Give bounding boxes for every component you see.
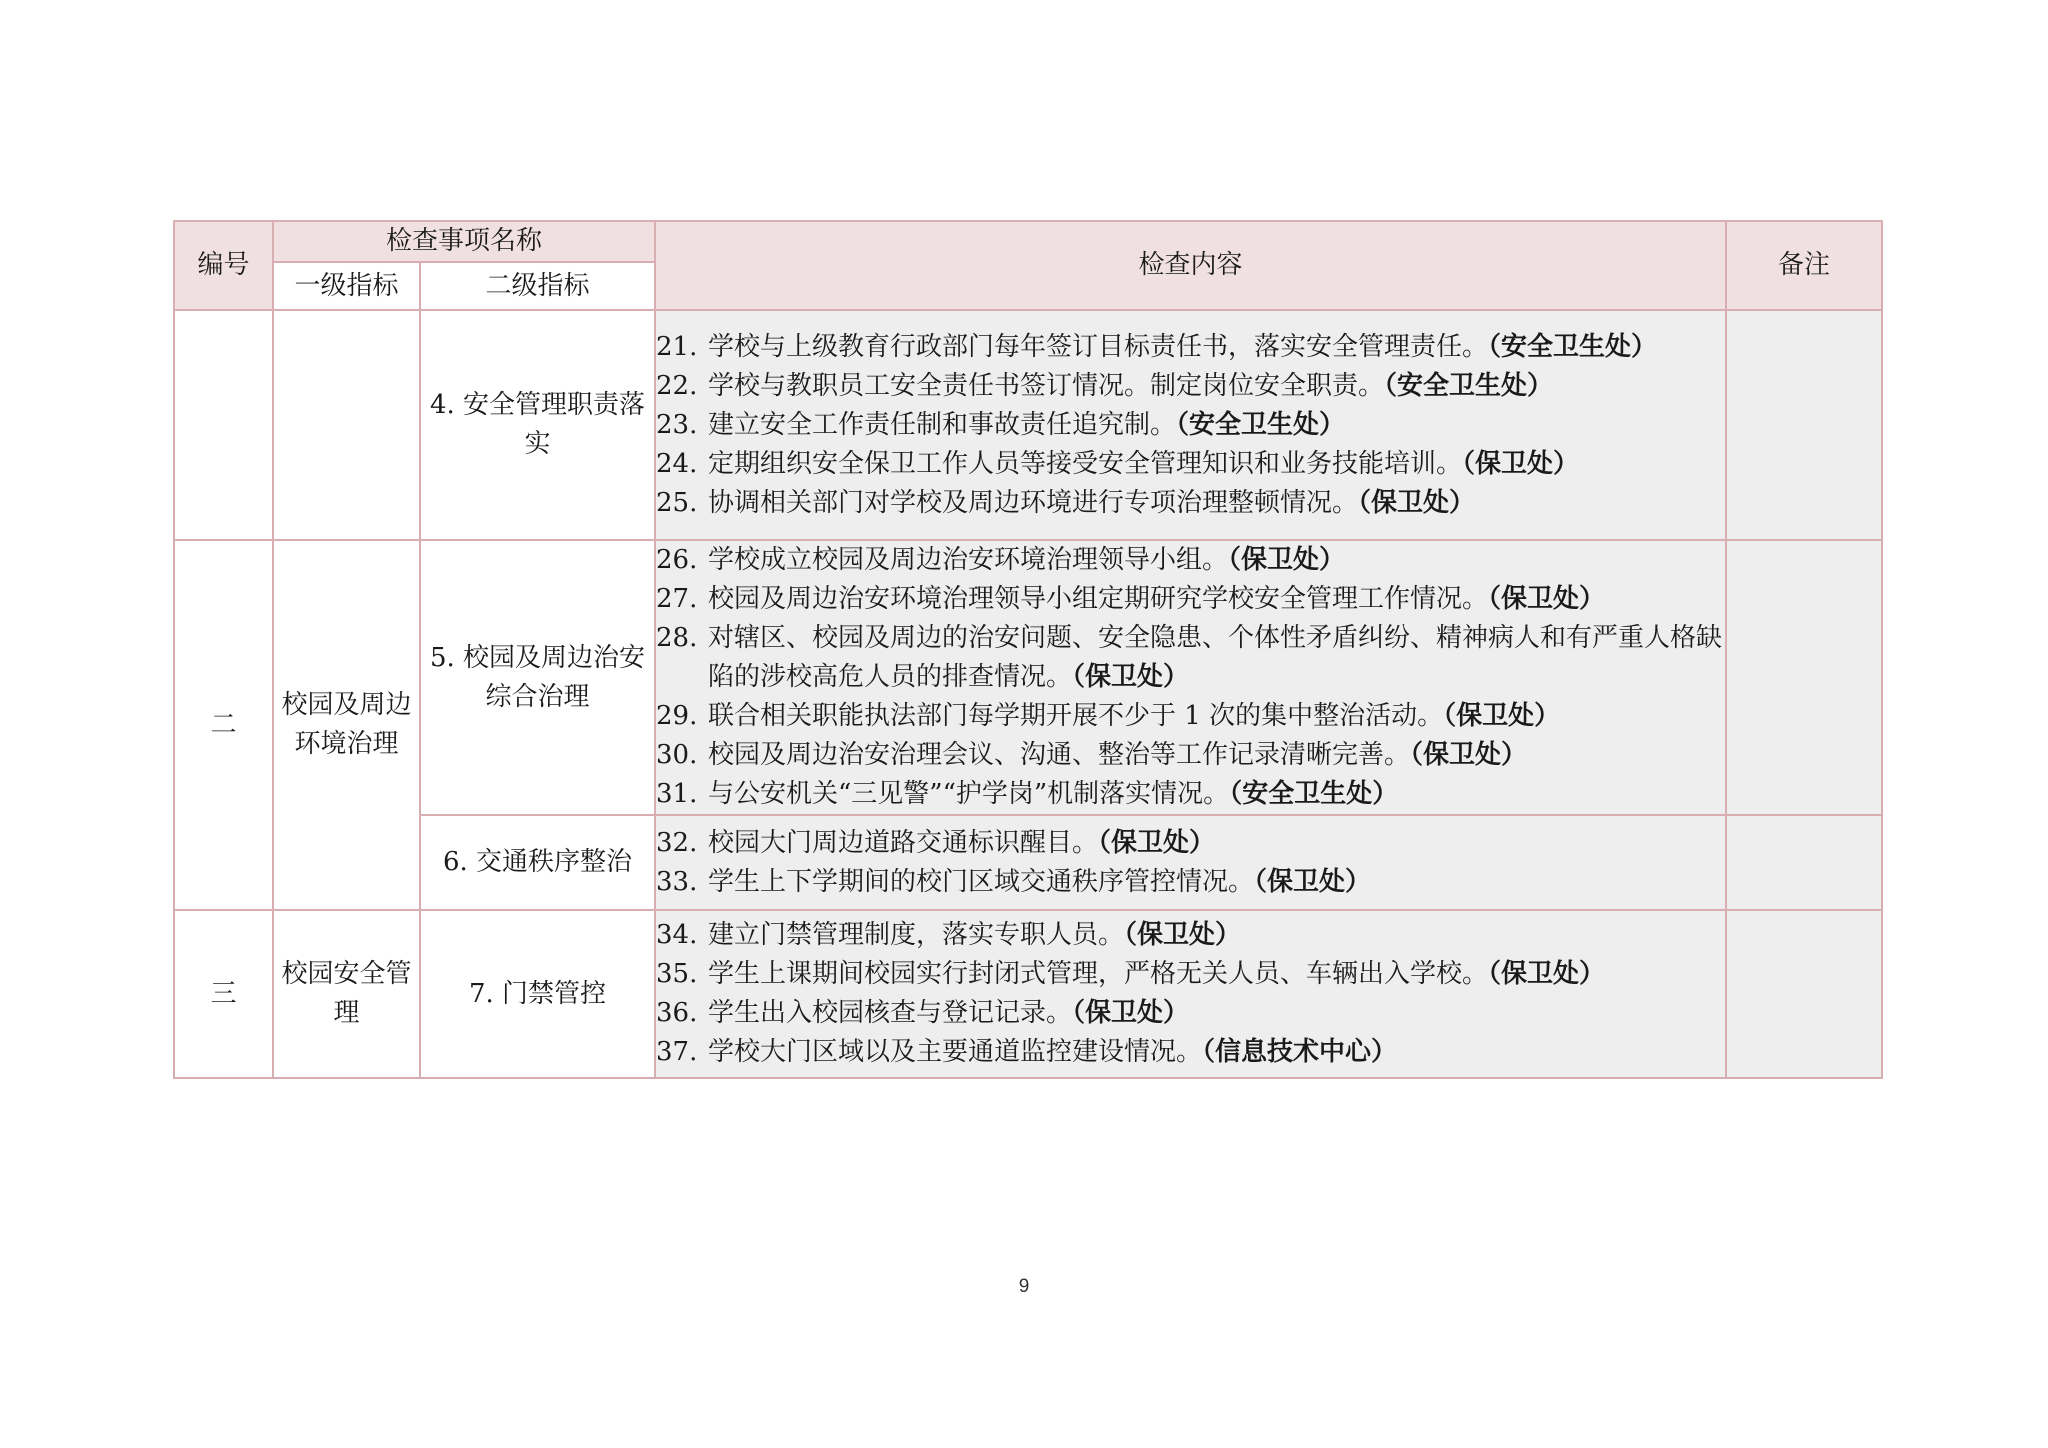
remarks-cell <box>1726 310 1882 540</box>
check-item-body <box>708 328 1725 367</box>
responsible-department: （保卫处） <box>1072 662 1190 692</box>
table-row <box>174 540 1882 815</box>
check-item-number: 23. <box>656 409 698 440</box>
check-item-text: 协调相关部门对学校及周边环境进行专项治理整顿情况。 <box>708 487 1359 518</box>
check-item-number: 37. <box>656 1037 698 1067</box>
check-item-body <box>708 541 1725 580</box>
check-item-text: 学校大门区域以及主要通道监控建设情况。 <box>708 1037 1203 1067</box>
check-item <box>656 484 1725 523</box>
check-item-number: 29. <box>656 701 698 731</box>
check-item-number: 28. <box>656 623 698 653</box>
check-item-body <box>708 367 1725 406</box>
check-content <box>655 310 1726 540</box>
check-item-body <box>708 484 1725 523</box>
responsible-department: （安全卫生处） <box>1488 331 1658 362</box>
level2-indicator: 7. 门禁管控 <box>420 910 655 1078</box>
check-item-body <box>708 736 1725 775</box>
check-item <box>656 541 1725 580</box>
table-row <box>174 815 1882 910</box>
check-item-text: 与公安机关“三见警”“护学岗”机制落实情况。 <box>708 779 1230 809</box>
remarks-cell <box>1726 910 1882 1078</box>
check-item-body <box>708 697 1725 736</box>
responsible-department: （保卫处） <box>1410 740 1528 770</box>
check-item-number: 25. <box>656 487 698 518</box>
col-header-level1: 一级指标 <box>273 262 420 310</box>
responsible-department: （信息技术中心） <box>1202 1037 1398 1067</box>
check-item-body <box>708 445 1725 484</box>
col-header-number: 编号 <box>174 221 273 310</box>
responsible-department: （安全卫生处） <box>1176 409 1346 440</box>
responsible-department: （保卫处） <box>1228 545 1346 575</box>
check-item-number: 24. <box>656 448 698 479</box>
table-body <box>174 310 1882 1078</box>
check-item-body <box>708 824 1725 863</box>
page-number: 9 <box>1018 1276 1030 1297</box>
check-item <box>656 863 1725 902</box>
check-content <box>655 910 1726 1078</box>
check-item-text: 建立安全工作责任制和事故责任追究制。 <box>708 409 1177 440</box>
check-item-number: 27. <box>656 584 698 614</box>
check-item-text: 学生上下学期间的校门区域交通秩序管控情况。 <box>708 866 1255 897</box>
check-item-list <box>656 328 1725 523</box>
check-item-text: 对辖区、校园及周边的治安问题、安全隐患、个体性矛盾纠纷、精神病人和有严重人格缺陷的涉校高危人员的排查情况。 <box>708 623 1723 692</box>
check-item <box>656 824 1725 863</box>
check-content <box>655 815 1726 910</box>
responsible-department: （保卫处） <box>1488 584 1606 614</box>
check-item-text: 定期组织安全保卫工作人员等接受安全管理知识和业务技能培训。 <box>708 448 1463 479</box>
level2-indicator: 4. 安全管理职责落实 <box>420 310 655 540</box>
check-item-body <box>708 619 1725 697</box>
check-item-number: 34. <box>656 920 698 950</box>
section-number: 三 <box>174 910 273 1078</box>
inspection-table <box>173 220 1883 1079</box>
remarks-cell <box>1726 540 1882 815</box>
check-item-text: 学校与教职员工安全责任书签订情况。制定岗位安全职责。 <box>708 370 1385 401</box>
responsible-department: （保卫处） <box>1254 866 1372 897</box>
table-row <box>174 910 1882 1078</box>
responsible-department: （保卫处） <box>1124 920 1242 950</box>
check-item-body <box>708 580 1725 619</box>
check-item <box>656 955 1725 994</box>
check-item-number: 26. <box>656 545 698 575</box>
check-item-list <box>656 541 1725 814</box>
check-item <box>656 445 1725 484</box>
level2-indicator: 5. 校园及周边治安综合治理 <box>420 540 655 815</box>
section-number <box>174 310 273 540</box>
check-content <box>655 540 1726 815</box>
col-header-content: 检查内容 <box>655 221 1726 310</box>
check-item-number: 35. <box>656 959 698 989</box>
level2-indicator: 6. 交通秩序整治 <box>420 815 655 910</box>
check-item-list <box>656 916 1725 1072</box>
check-item-body <box>708 775 1725 814</box>
check-item-text: 校园大门周边道路交通标识醒目。 <box>708 827 1099 858</box>
responsible-department: （保卫处） <box>1488 959 1606 989</box>
responsible-department: （安全卫生处） <box>1384 370 1554 401</box>
check-item-number: 31. <box>656 779 698 809</box>
check-item <box>656 916 1725 955</box>
check-item-number: 21. <box>656 331 698 362</box>
check-item-list <box>656 824 1725 902</box>
responsible-department: （保卫处） <box>1072 998 1190 1028</box>
check-item-body <box>708 916 1725 955</box>
check-item-text: 联合相关职能执法部门每学期开展不少于 1 次的集中整治活动。 <box>708 701 1444 731</box>
responsible-department: （保卫处） <box>1098 827 1216 858</box>
check-item <box>656 994 1725 1033</box>
check-item-number: 32. <box>656 827 698 858</box>
level1-indicator <box>273 310 420 540</box>
check-item-text: 学生出入校园核查与登记记录。 <box>708 998 1073 1028</box>
check-item <box>656 328 1725 367</box>
table-row <box>174 310 1882 540</box>
check-item <box>656 367 1725 406</box>
col-header-remarks: 备注 <box>1726 221 1882 310</box>
table-header <box>174 221 1882 310</box>
col-header-item-name: 检查事项名称 <box>273 221 655 262</box>
check-item-text: 建立门禁管理制度，落实专职人员。 <box>708 920 1125 950</box>
check-item <box>656 736 1725 775</box>
check-item-body <box>708 406 1725 445</box>
check-item-text: 学校与上级教育行政部门每年签订目标责任书，落实安全管理责任。 <box>708 331 1489 362</box>
section-number: 二 <box>174 540 273 910</box>
responsible-department: （保卫处） <box>1358 487 1476 518</box>
check-item-body <box>708 863 1725 902</box>
responsible-department: （保卫处） <box>1462 448 1580 479</box>
col-header-level2: 二级指标 <box>420 262 655 310</box>
check-item <box>656 619 1725 697</box>
check-item-text: 校园及周边治安环境治理领导小组定期研究学校安全管理工作情况。 <box>708 584 1489 614</box>
check-item <box>656 775 1725 814</box>
check-item-number: 30. <box>656 740 698 770</box>
responsible-department: （安全卫生处） <box>1229 779 1399 809</box>
remarks-cell <box>1726 815 1882 910</box>
check-item-body <box>708 1033 1725 1072</box>
check-item-body <box>708 955 1725 994</box>
header-row <box>174 221 1882 262</box>
check-item <box>656 580 1725 619</box>
check-item <box>656 406 1725 445</box>
check-item-text: 学校成立校园及周边治安环境治理领导小组。 <box>708 545 1229 575</box>
responsible-department: （保卫处） <box>1443 701 1561 731</box>
check-item-text: 学生上课期间校园实行封闭式管理，严格无关人员、车辆出入学校。 <box>708 959 1489 989</box>
check-item <box>656 1033 1725 1072</box>
check-item-number: 36. <box>656 998 698 1028</box>
check-item <box>656 697 1725 736</box>
check-item-text: 校园及周边治安治理会议、沟通、整治等工作记录清晰完善。 <box>708 740 1411 770</box>
level1-indicator: 校园及周边环境治理 <box>273 540 420 910</box>
check-item-number: 33. <box>656 866 698 897</box>
check-item-body <box>708 994 1725 1033</box>
level1-indicator: 校园安全管理 <box>273 910 420 1078</box>
check-item-number: 22. <box>656 370 698 401</box>
